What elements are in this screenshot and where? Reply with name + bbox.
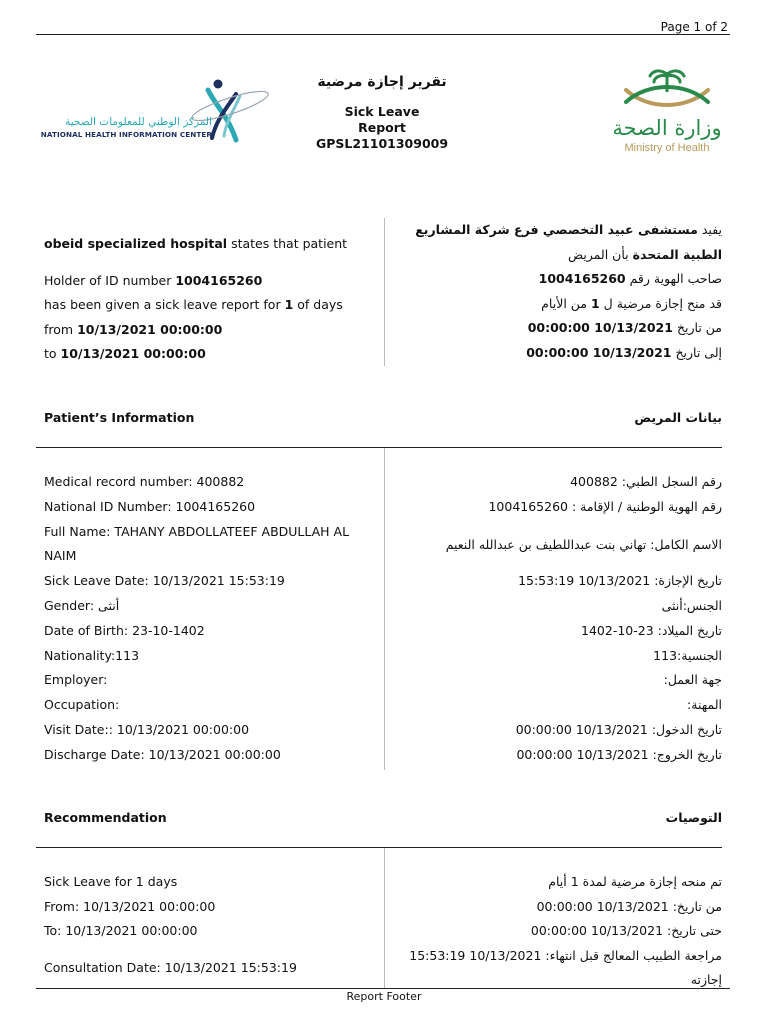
days-count: 1: [284, 297, 294, 312]
nhic-logo: [40, 76, 270, 148]
moh-logo: [608, 66, 726, 158]
hospital-name: obeid specialized hospital: [44, 236, 228, 251]
ar-occupation-row: المهنة:: [687, 697, 722, 713]
statement-id-line: [44, 269, 374, 294]
statement-arabic: [402, 218, 722, 365]
ar-rec-from-row: من تاريخ: 10/13/2021 00:00:00: [536, 898, 722, 914]
report-title: [282, 74, 482, 152]
statement-ar-to: [402, 341, 722, 366]
ar-discharge-date-row: تاريخ الخروج: 10/13/2021 00:00:00: [516, 746, 722, 762]
statement-column-divider: [384, 218, 385, 366]
ar-days-count: 1: [590, 295, 600, 311]
ar-states: بأن المريض: [568, 246, 629, 262]
statement-english: [44, 232, 374, 367]
from-label: from: [44, 321, 74, 337]
statement-ar-id: [402, 267, 722, 292]
statement-to-line: [44, 342, 374, 367]
title-english-line2: Report: [358, 120, 406, 135]
ar-days-suffix: من الأيام: [541, 295, 587, 311]
ar-to-value: 10/13/2021 00:00:00: [526, 344, 672, 360]
to-label: to: [44, 346, 57, 361]
patient-info-column-divider: [384, 448, 385, 770]
rec-consultation-row: Consultation Date: 10/13/2021 15:53:19: [44, 959, 297, 975]
nationality-row: Nationality:113: [44, 647, 140, 663]
ar-rec-consultation-row: مراجعة الطبيب المعالج قبل انتهاء: 10/13/2021 15:53:19 إجازته: [409, 947, 722, 987]
palm-swords-icon: [608, 66, 726, 112]
recommendation-heading: Recommendation: [44, 810, 167, 825]
title-english-line1: Sick Leave: [344, 104, 420, 119]
top-divider: [36, 34, 730, 35]
rec-to-row: To: 10/13/2021 00:00:00: [44, 923, 198, 938]
patient-info-arabic: [402, 470, 722, 768]
statement-ar-from: [402, 316, 722, 341]
ar-rec-sick-leave-row: تم منحه إجازة مرضية لمدة 1 أيام: [548, 874, 722, 889]
ar-from-value: 10/13/2021 00:00:00: [527, 320, 673, 335]
national-id-row: National ID Number: 1004165260: [44, 498, 256, 514]
visit-date-row: Visit Date:: 10/13/2021 00:00:00: [44, 721, 250, 737]
rec-from-row: From: 10/13/2021 00:00:00: [44, 898, 216, 914]
ar-hospital-name: مستشفى عبيد التخصصي فرع شركة المشاريع الطبية المتحدة: [415, 222, 722, 262]
title-arabic: تقرير إجازة مرضية: [317, 74, 447, 90]
id-number: 1004165260: [175, 272, 263, 288]
discharge-date-row: Discharge Date: 10/13/2021 00:00:00: [44, 746, 281, 762]
bottom-divider: [36, 988, 730, 989]
statement-days-line: [44, 293, 374, 318]
ar-gender-row: الجنس:أنثى: [661, 597, 722, 613]
ar-date-of-birth-row: تاريخ الميلاد: 23-10-1402: [581, 622, 722, 638]
states-text: states that patient: [231, 236, 348, 251]
ar-given-label: قد منح إجازة مرضية ل: [603, 295, 722, 311]
report-id: GPSL21101309009: [315, 136, 449, 151]
ar-visit-date-row: تاريخ الدخول: 10/13/2021 00:00:00: [515, 721, 722, 737]
recommendation-english: [44, 870, 374, 980]
medical-record-row: Medical record number: 400882: [44, 474, 245, 489]
given-label: has been given a sick leave report for: [44, 297, 281, 312]
moh-english-name: Ministry of Health: [624, 142, 710, 154]
report-footer: Report Footer: [346, 990, 422, 1003]
ar-from-label: من تاريخ: [676, 320, 722, 335]
ar-to-label: إلى تاريخ: [675, 344, 722, 360]
days-suffix: of days: [297, 297, 343, 312]
recommendation-heading-ar: التوصيات: [665, 810, 722, 825]
statement-ar-hospital: [402, 218, 722, 267]
page-number: Page 1 of 2: [660, 20, 728, 34]
full-name-row: Full Name: TAHANY ABDOLLATEEF ABDULLAH AL NAIM: [44, 523, 350, 564]
statement-ar-days: [402, 292, 722, 317]
patient-info-divider: [36, 447, 722, 448]
patient-info-english: [44, 470, 374, 768]
ar-prefix: يفيد: [701, 222, 722, 237]
patient-info-heading-ar: بيانات المريض: [634, 410, 722, 425]
ar-national-id-row: رقم الهوية الوطنية / الإقامة : 1004165260: [488, 498, 722, 514]
moh-arabic-name: وزارة الصحة: [612, 116, 722, 140]
ar-medical-record-row: رقم السجل الطبي: 400882: [570, 474, 722, 489]
recommendation-arabic: [382, 870, 722, 993]
ar-rec-to-row: حتى تاريخ: 10/13/2021 00:00:00: [530, 923, 722, 938]
rec-sick-leave-row: Sick Leave for 1 days: [44, 874, 178, 889]
statement-from-line: [44, 318, 374, 343]
to-value: 10/13/2021 00:00:00: [60, 346, 206, 361]
ar-full-name-row: الاسم الكامل: تهاني بنت عبداللطيف بن عبدالله النعيم: [445, 536, 722, 552]
ar-id-number: 1004165260: [538, 271, 626, 286]
ar-holder-label: صاحب الهوية رقم: [629, 271, 722, 286]
sick-leave-date-row: Sick Leave Date: 10/13/2021 15:53:19: [44, 573, 285, 589]
patient-info-heading: Patient’s Information: [44, 410, 195, 425]
occupation-row: Occupation:: [44, 697, 120, 713]
ar-nationality-row: الجنسية:113: [653, 647, 722, 663]
recommendation-divider: [36, 847, 722, 848]
from-value: 10/13/2021 00:00:00: [77, 321, 223, 337]
ar-sick-leave-date-row: تاريخ الإجازة: 10/13/2021 15:53:19: [518, 573, 722, 589]
date-of-birth-row: Date of Birth: 23-10-1402: [44, 622, 205, 638]
ar-employer-row: جهة العمل:: [663, 672, 722, 688]
holder-label: Holder of ID number: [44, 272, 172, 288]
employer-row: Employer:: [44, 672, 108, 688]
nhic-arabic-name: المركز الوطني للمعلومات الصحية: [65, 116, 212, 128]
nhic-english-name: NATIONAL HEALTH INFORMATION CENTER: [40, 130, 212, 139]
statement-hospital-line: [44, 232, 374, 257]
gender-row: Gender: أنثى: [44, 597, 120, 613]
